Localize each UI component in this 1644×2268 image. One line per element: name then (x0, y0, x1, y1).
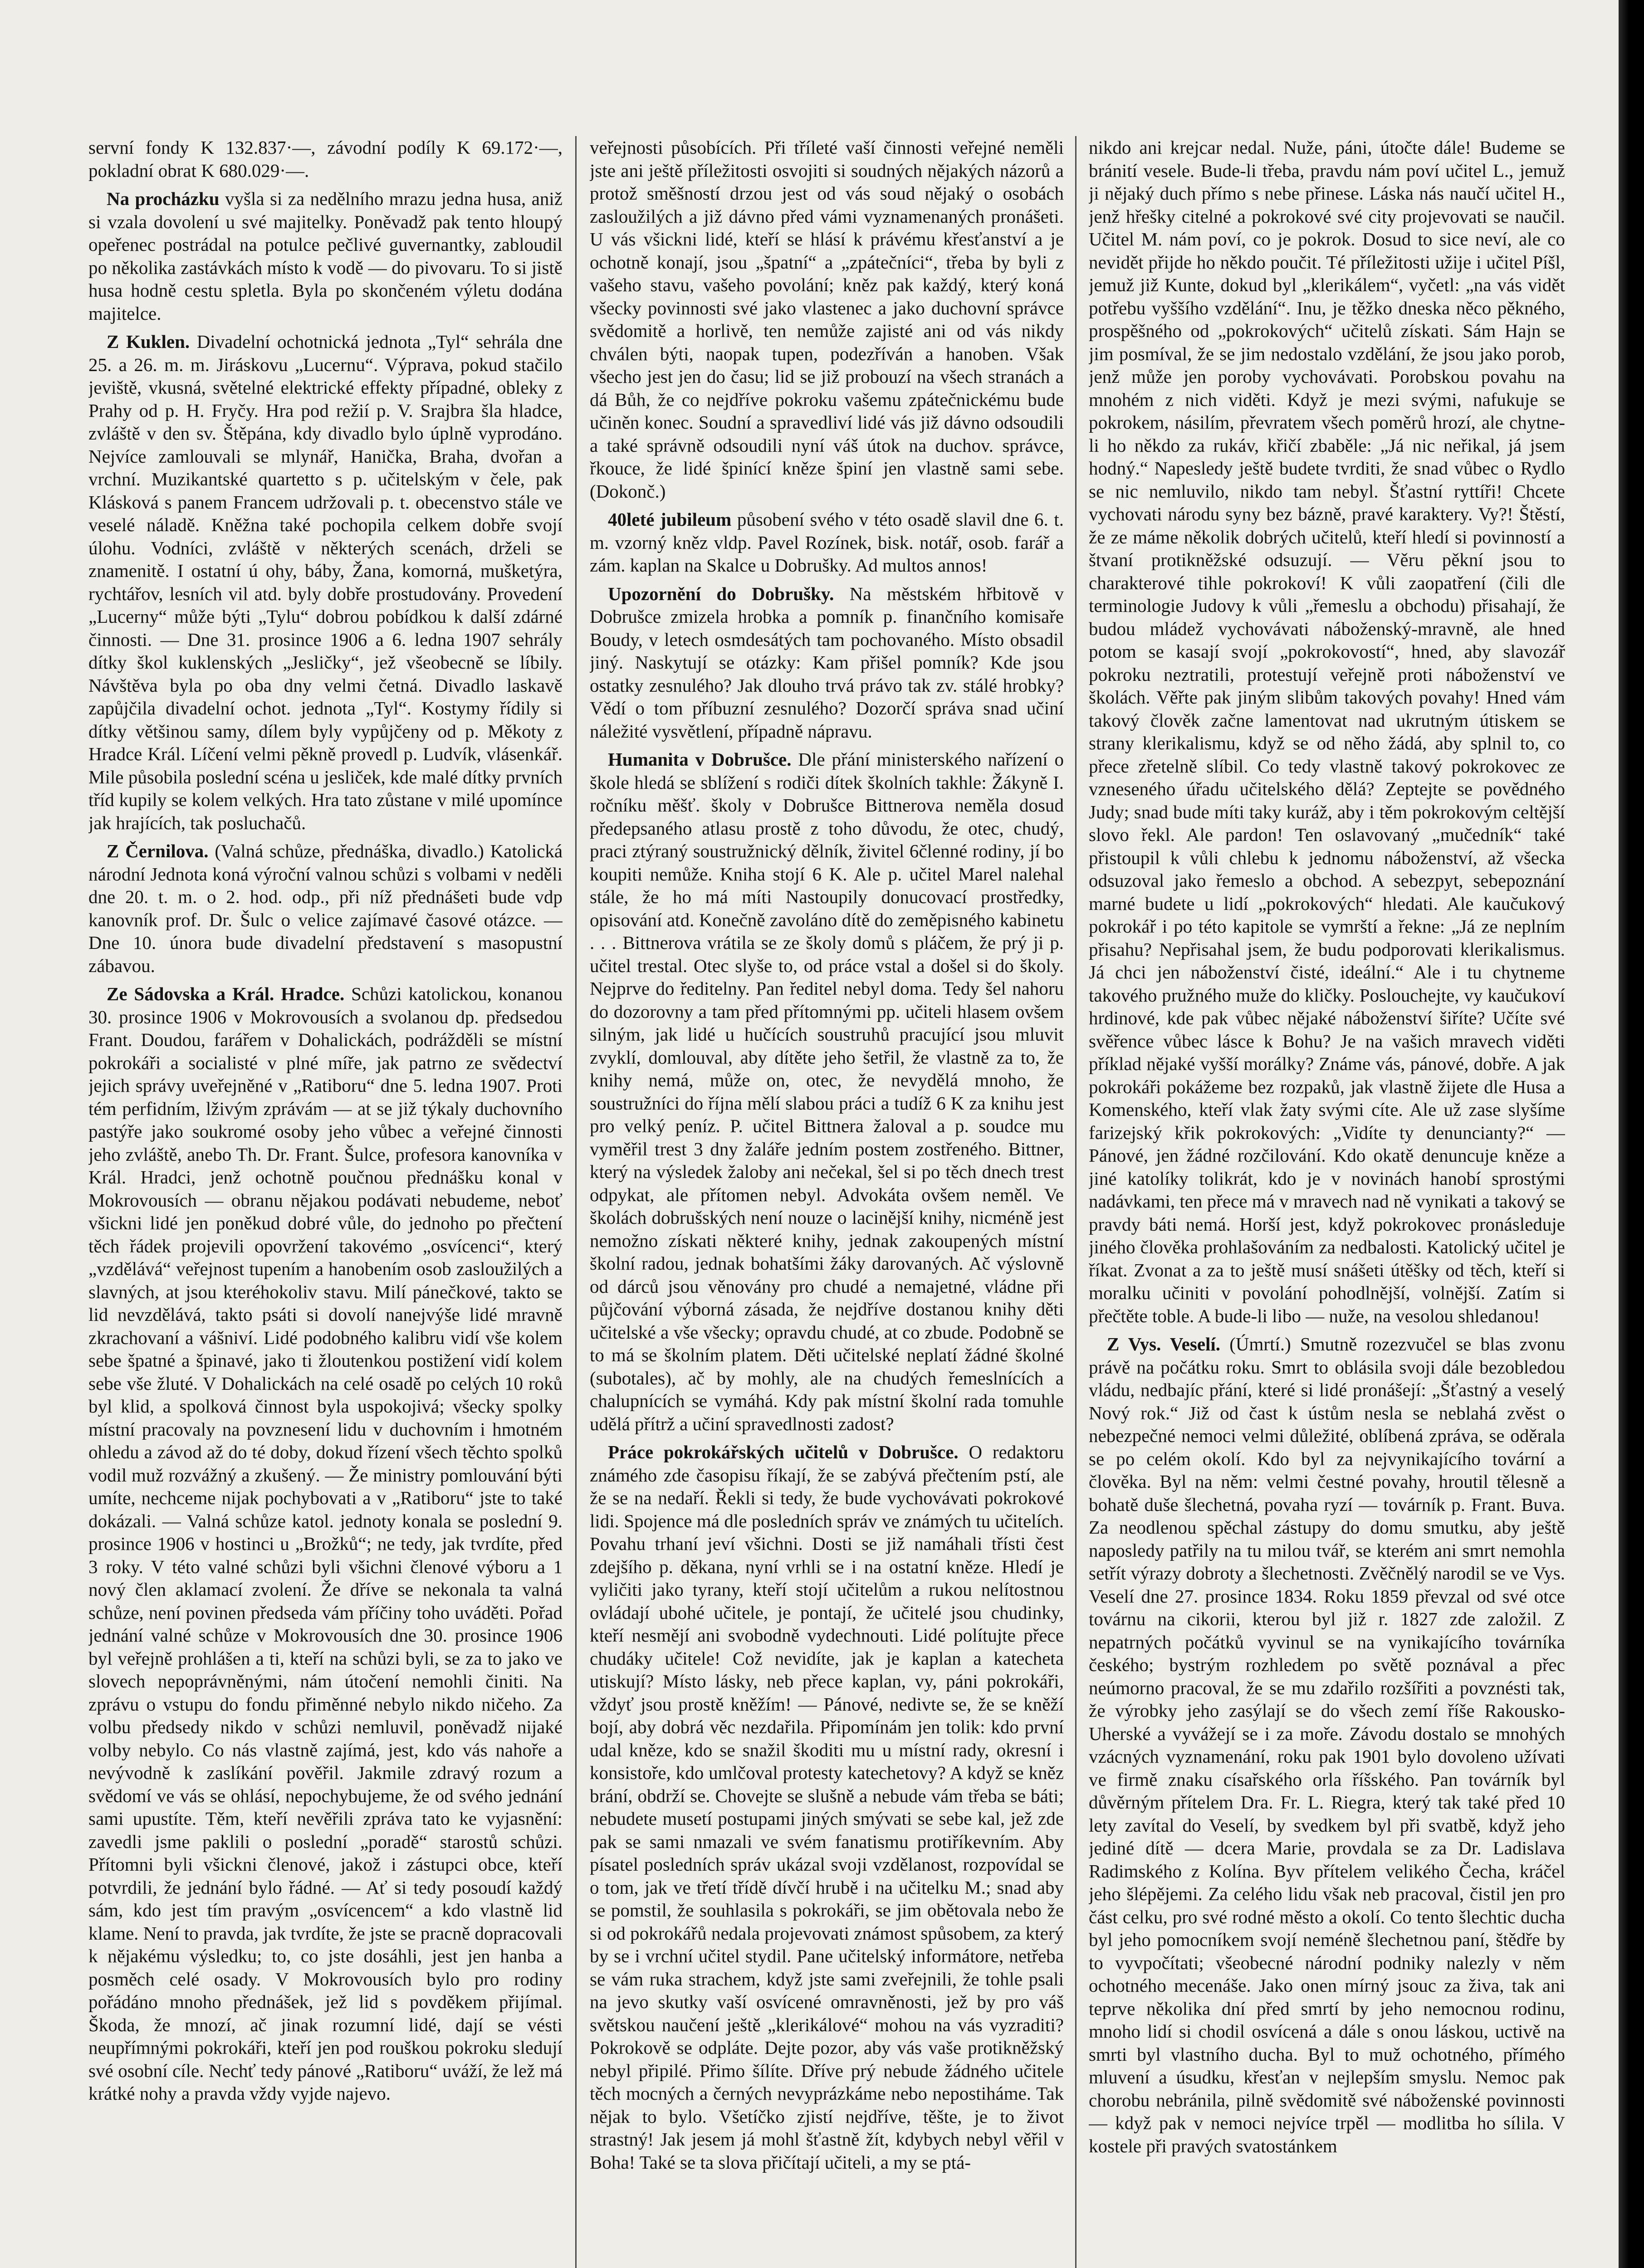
article-heading: 40leté jubileum (608, 509, 732, 530)
article-paragraph (590, 136, 1064, 503)
article-text: Dle přání ministerského nařízení o škole hledá se sblížení s rodiči dítek školních takhle: Žákyně I. ročníku měšť. školy v Dobrušce Bittnerova neměla dosud předepsaného atlasu prostě z toho důvodu, že otec, chudý, praci ztýraný soustružnický dělník, živitel 6členné rodiny, jí bo koupiti nemůže. Kniha stojí 6 K. Ale p. učitel Marel nalehal stále, že ho má míti Nastoupily donucovací prostředky, opisování atd. Konečně zavoláno dítě do zeměpisného kabinetu . . . Bittnerova vrátila se ze školy domů s pláčem, že prý ji p. učitel trestal. Otec slyše to, od práce vstal a došel si do školy. Nejprve do ředitelny. Pan ředitel nebyl doma. Tedy šel nahoru do dozorovny a tam před přítomnými pp. učiteli hlasem ovšem silným, jak lidé u hučících soustruhů pracující jsou mluvit zvyklí, domlouval, aby dítěte jeho šetřil, že vlastně za to, že knihy nemá, může on, otec, že nevydělá mnoho, že soustružníci do října mělí slabou práci a tudíž 6 K za knihu jest pro velký peníz. P. učitel Bittnera žaloval a p. soudce mu vyměřil trest 3 dny žaláře jedním postem zostřeného. Bittner, který na výsledek žaloby ani nečekal, šel si po těch dnech trest odpykat, ale přítomen nebyl. Advokáta ovšem neměl. Ve školách dobrušských není nouze o lacinější knihy, nicméně jest nemožno získati některé knihy, jednak zakoupených místní školní radou, jednak bohatšími žáky darovaných. Ač výslovně od dárců jsou věnovány pro chudé a nemajetné, vládne při půjčování výborná zásada, že nejdříve dostanou knihy děti učitelské a vše všecky; opravdu chudé, at co zbude. Podobně se to má se školním platem. Děti učitelské neplatí žádné školné (subotales), ač by mohly, ale na chudých řemeslnících a chalupnících se vymáhá. Kdy pak místní školní rada tomuhle udělá přítrž a učiní spravedlnosti zadost? (590, 749, 1064, 1434)
column-3 (1089, 136, 1565, 2268)
article-text: Schůzi katolickou, konanou 30. prosince 1906 v Mokrovousích a svolanou dp. předsedou Frant. Doudou, farářem v Dohalickách, podrážděli se místní pokrokáři a socialisté v plné míře, jak patrno ze svědectví jejich správy uveřejněné v „Ratiboru“ dne 5. ledna 1907. Proti tém perfidním, lživým zprávám — at se již týkaly duchovního pastýře jako soukromé osoby jeho vůbec a veřejné činnosti jeho zvláště, anebo Th. Dr. Frant. Šulce, profesora kanovníka v Král. Hradci, jenž ochotně poučnou přednášku konal v Mokrovousích — obranu nějakou podávati nebudeme, neboť všickni lidé jen poněkud dobré vůle, do jednoho po přečtení těch řádek projevili opovržení takovémo „osvícenci“, který „vzdělává“ veřejnost tupením a hanobením osob zasloužilých a slavných, at jsou kteréhokoliv stavu. Milí pánečkové, takto se lid nevzdělává, takto psáti si dovolí nanejvýše lidé mravně zkrachovaní a vášniví. Lidé podobného kalibru vidí vše kolem sebe špatné a špinavé, jako ti žloutenkou postižení vidí kolem sebe vše žluté. V Dohalickách na celé osadě po celých 10 roků byl klid, a spolková činnost byla uspokojivá; všecky spolky místní pracovaly na povznesení lidu v duchovním i hmotném ohledu a závod až do té doby, dokud řízení všech těchto spolků vodil muž rozvážný a zkušený. — Že ministry pomlouvání býti umíte, nechceme nijak pochybovati a v „Ratiboru“ jste to také dokázali. — Valná schůze katol. jednoty konala se poslední 9. prosince 1906 v hostinci u „Brožků“; ne tedy, jak tvrdíte, před 3 roky. V této valné schůzi byli všichni členové výboru a 1 nový člen aklamací zvolení. Že dříve se nekonala ta valná schůze, není povinen předseda vám příčiny toho uváděti. Pořad jednání valné schůze v Mokrovousích dne 30. prosince 1906 byl veřejně prohlášen a ti, kteří na schůzi byli, se za to jako ve slovech nepoprávněnými, nám útočení nemohli činiti. Na zprávu o vstupu do fondu přiměnné nebylo nikdo ničeho. Za volbu předsedy nikdo v schůzi nemluvil, poněvadž nijaké volby nebylo. Co nás vlastně zajímá, jest, kdo vás nahoře a nevývodně k zaslíkání pověřil. Jakmile zdravý rozum a svědomí ve vás se ohlásí, nepochybujeme, že od svého jednání sami upustíte. Těm, kteří nevěřili zpráva tato ke vyjasnění: zavedli jsme paklili o poslední „poradě“ starostů schůzi. Přítomni byli všickni členové, jakož i zástupci obce, kteří potvrdili, že jednání bylo řádné. — Ať si tedy posoudí každý sám, kdo jest tím pravým „osvícencem“ a kdo vlastně lid klame. Není to pravda, jak tvrdíte, že jste se pracně dopracovali k nějakému výsledku; to, co jste dosáhli, jest jen hanba a posměch celé osady. V Mokrovousích bylo pro rodiny pořádáno mnoho přednášek, jež lid s povděkem přijímal. Škoda, že mnozí, ač jinak rozumní lidé, dají se vésti neupřímnými pokrokáři, kteří jen pod rouškou pokroku sledují své osobní cíle. Nechť tedy pánové „Ratiboru“ uváží, že lež má krátké nohy a pravda vždy vyjde najevo. (88, 983, 563, 2104)
article-text: Divadelní ochotnická jednota „Tyl“ sehrála dne 25. a 26. m. m. Jiráskovu „Lucernu“. Výprava, pokud stačilo jeviště, vkusná, světelné elektrické effekty případné, obleky z Prahy od p. H. Fryčy. Hra pod režií p. V. Srajbra šla hladce, zvláště v den sv. Štěpána, kdy divadlo bylo úplně vyprodáno. Nejvíce zamlouvali se mlynář, Haničk​a, Braha, dvořan a vrchní. Muzikantské quartetto s p. učitelským v čele, pak Klásková s panem Francem udržovali p. t. obecenstvo stále ve veselé náladě. Kněžna také pochopila celkem dobře svojí úlohu. Vodníci, zvláště v některých scenách, drželi se znamenitě. I ostatní ú ohy, báby, Žana, komorná, mušketýra, rychtářov, lesních vil atd. byly dobře prostudovány. Provedení „Lucerny“ může býti „Tylu“ dobrou pobídkou k další zdárné činnosti. — Dne 31. prosince 1906 a 6. ledna 1907 sehrály dítky škol kuklenských „Jesličky“, jež všeobecně se líbily. Návštěva byla po oba dny velmi četná. Divadlo laskavě zapůjčila divadelní ochot. jednota „Tyl“. Kostymy řídily si dítky většinou samy, dílem byly vypůjčeny od p. Měkoty z Hradce Král. Líčení velmi pěkně provedl p. Ludvík, vlásenkář. Mile působila poslední scéna u jesliček, kde malé dítky prvníc​h tříd kupily se kolem velkých. Hra tato zůstane v milé upomínce jak hrajících, tak posluchačů. (88, 331, 563, 833)
article-text: (Úmrtí.) Smutně rozezvučel se blas zvonu právě na počátku roku. Smrt to oblásila svoji dále bezobledou vládu, nedbajíc přání, které si lidé pronášejí: „Šťastný a veselý Nový rok.“ Již od čast k ústům nesla se neblahá zvěst o nebezpečné nemoci velmi důležité, oblíbená zpráva, se oděrala se po celém okolí. Kdo byl za nejvynikajícího tovární a člověka. Byl na něm: velmi čestné povahy, hroutil tělesně a bohatě duše šlechetná, povaha ryzí — továrník p. Frant. Buva. Za neodlenou spěchal zástupy do domu smutku, aby ještě naposledy patřily na tu milou tvář, se kterém ani smrt nemohla setřít výrazy dobroty a šlechetnosti. Zvěčnělý narodil se ve Vys. Veselí dne 27. prosince 1834. Roku 1859 převzal od své otce továrnu na cikorii, kterou byl již r. 1827 zde založil. Z nepatrných počátků vyvinul se na vynikajícího továrníka českého; bystrým rozhledem po světě poznával a přec neúmorno pracoval, že se mu zdařilo rozšířiti a povznésti tak, že výrobky jeho zasýlají se do všech zemí říše Rakousko-Uherské a vyvážejí se i za moře. Závodu dostalo se mnohých vzácných vyznamenání, roku pak 1901 bylo dovoleno užívati ve firmě znaku císařského orla říšského. Pan továrník byl důvěrným přítelem Dra. Fr. L. Riegra, který tak také před 10 lety zavítal do Veselí, by svedkem byl při svatbě, když jeho jediné dítě — dcera Marie, provdala se za Dr. Ladislava Radimského z Kolína. Byv přítelem velikého Čecha, kráčel jeho šlépějemi. Za celého lidu však neb pracoval, čistil jen pro část celku, pro své rodné město a okolí. Co tento šlechtic ducha byl jeho pomocníkem svojí neméně šlechetnou paní, štědře by to vyvpočítati; všeobecné národní podniky nalezly v něm ochotného mecenáše. Jako onen mírný jsouc za živa, tak ani teprve několika dní před smrtí by jeho nemocnou rodinu, mnoho lidí si chodil osvícená a dále s onou láskou, uctivě na smrti byl vlastního ducha. Byl to muž ochotného, přímého mluvení a úsudku, křesťan v nejlepším smyslu. Nemoc pak chorobu nebránila, pilně svědomitě své náboženské povinnosti — když pak v nemoci nejvíce trpěl — modlitba ho sílila. V kostele při pravých svatostánkem (1089, 1334, 1565, 2156)
article-paragraph (1089, 1333, 1565, 2157)
article-paragraph (590, 748, 1064, 1435)
article-heading: Práce pokrokářských učitelů v Dobrušce. (608, 1442, 959, 1462)
article-text: (Valná schůze, přednáška, divadlo.) Katolická národní Jednota koná výroční valnou schůzi s volbami v neděli dne 20. t. m. o 2. hod. odp., při níž přednášeti bude vdp kanovník prof. Dr. Šulc o velice zajímavé časové otázce. — Dne 10. února bude divadelní představení s masopustní zábavou. (88, 841, 563, 976)
article-heading: Humanita v Dobrušce. (608, 749, 792, 770)
article-paragraph (590, 1441, 1064, 2174)
article-text: O redaktoru známého zde časopisu říkají, že se zabývá přečtením pstí, ale že se na nedaří. Řekli si tedy, že bude vychovávati pokrokové lidi. Spojence má dle posledních správ ve známých tu učitelích. Povahu trhaní jeví všichni. Dosti se již namáhali třísti čest zdejšího p. děkana, nyní vrhli se i na ostatní kněze. Hledí je vyličiti jako tyrany, kteří stojí učitelům a rukou nelítostnou ovládají ubohé učitele, je pontají, že učitelé jsou chudinky, kteří nesmějí ani svobodně vydechnouti. Lidé polítujte přece chudáky učitele! Což nevidíte, jak je kaplan a katecheta utiskují? Místo lásky, neb přece kaplan, vy, páni pokrokáři, vždyť jsou prostě kněžím! — Pánové, nedivte se, že se kněží bojí, aby dobrá věc nezdařila. Připomínám jen tolik: kdo první udal kněze, kdo se snažil škoditi mu u místní rady, okresní i konsistoře, kdo umlčoval protesty katechetovy? A když se kněz brání, obdrží se. Chovejte se slušně a nebude vám třeba se báti; nebudete musetí postupami jiných smývati se sebe kal, jež zde pak se sami nmazali ve svém fanatismu protiříkevním. Aby písatel posledních správ ukázal svoji vzdělanost, rozpovídal se o tom, jak ve třetí třídě dívčí hrubě i na učitelku M.; snad aby se pomstil, že souhlasila s pokrokáři, se jim obětovala nebo že si od pokrokářů nedala projevovati známost spůsobem, za který by se i vrchní učitel stydil. Pane učitelský informátore, netřeba se vám ruka strachem, když jste sami zveřejnili, že tohle psali na jevo skutky vaší osvícené omravněnosti, jež by pro váš světskou naučení ještě „klerikálové“ mohou na vás vyzraditi? Pokrokově se odpláte. Dejte pozor, aby vás vaše protikněžský nebyl připilé. Přimo šílíte. Dříve prý nebude žádného učitele těch mocných a černých nevyprázkáme nebo nepostiháme. Tak nějak to bylo. Všetíčko zjistí nejdříve, těšte, je to život strastný! Jak jesem já mohl šťastně žít, kdybych nebyl věřil v Boha! Také se ta slova přičítají učiteli, a my se ptá- (590, 1442, 1064, 2173)
article-heading: Ze Sádovska a Král. Hradce. (107, 983, 345, 1004)
column-divider (575, 136, 577, 2268)
scan-edge (1619, 0, 1644, 2268)
article-paragraph (590, 508, 1064, 577)
column-1 (88, 136, 563, 2268)
article-paragraph (590, 582, 1064, 743)
article-text: veřejnosti působících. Při tříleté vaší činnosti veřejné neměli jste ani ještě příležitosti osvojiti si soudných nějakých názorů a protož směšností drzou jest od vás soud nějaký o osobách zasloužilých a již dávno před vámi vyznamenaných pronášeti. U vás všickni lidé, kteří se hlásí k právému křesťanství a je ochotně konají, jsou „špatní“ a „zpátečníci“, třeba by byli z vašeho stavu, vašeho povolání; kněz pak každý, který koná všecky povinnosti své jako vlastenec a jako duchovní správce svědomitě a horlivě, ten nemůže zajisté ani od vás nikdy chválen býti, naopak tupen, podezříván a hanoben. Však všecho jest jen do času; lid se již probouzí na všech stranách a dá Bůh, že co nejdříve pokroku vašemu zpátečnickému bude učiněn konec. Soudní a spravedliví lidé vás již dávno odsoudili a také správně odsoudili nyní váš útok na duchov. správce, řkouce, že lidé špinící kněze špiní jen vlastně sami sebe. (Dokonč.) (590, 137, 1064, 502)
article-heading: Z Vys. Veselí. (1107, 1334, 1221, 1354)
article-text: působení svého v této osadě slavil dne 6. t. m. vzorný kněz vldp. Pavel Rozínek, bisk. notář, osob. farář a zám. kaplan na Skalce u Dobrušky. Ad multos annos! (590, 509, 1064, 576)
column-2 (590, 136, 1064, 2268)
article-paragraph (88, 982, 563, 2105)
article-paragraph (88, 136, 563, 182)
column-divider (1075, 136, 1076, 2268)
article-text: Na městském hřbitově v Dobrušce zmizela hrobka a pomník p. finančního komisaře Boudy, v letech osmdesátých tam pochovaného. Místo obsadil jiný. Naskytují se otázky: Kam přišel pomník? Kde jsou ostatky zesnulého? Jak dlouho trvá právo tak zv. stálé hrobky? Vědí o tom příbuzní zesnulého? Dozorčí správa snad učiní náležité vysvětlení, případně nápravu. (590, 583, 1064, 742)
article-paragraph (88, 840, 563, 977)
article-paragraph (88, 187, 563, 325)
article-text: nikdo ani krejcar nedal. Nuže, páni, útočte dále! Budeme se bránití vesele. Bude-li třeba, pravdu nám poví učitel L., jemuž ji nějaký duch přímo s nebe přinese. Láska nás naučí učitel H., jenž hřešky citelné a pokrokové své city projevovati se naučil. Učitel M. nám poví, co je pokrok. Dosud to sice neví, ale co nevidět přijde ho někdo poučit. Té příležitosti užije i učitel Píšl, jemuž již Kunte, dokud byl „klerikálem“, vyčetl: „na vás vidět potřebu vyššího vzdělání“. Inu, je těžko dneska něco pěkného, prospěšného od „pokrokových“ učitelů získati. Sám Hajn se jim posmíval, že se jim nedostalo vzdělání, že jsou jako porob, jenž může jen poroby vychovávati. Porobskou povahu na mnohém z nich viděti. Když je mezi svými, nafukuje se pokrokem, násilím, převratem všech poměrů hrozí, ale chytne-li ho někdo za rukáv, křičí zbaběle: „Já nic neřikal, já jsem hodný.“ Napesledy ještě budete tvrditi, že snad vůbec o Rydlo se nic nemluvilo, nikdo tam nebyl. Šťastní ryttíři! Chcete vychovati národu syny bez bázně, pravé karaktery. Vy?! Štěstí, že ze máme několik dobrých učitelů, kteří hledí si povinností a štvaní protikněžské odsuzují. — Věru pěkní jsou to charakterové tihle pokrokoví! K vůli zaopatření (čili dle terminologie Judovy k vůli „řemeslu a obchodu) přisahají, že budou mládež vychovávati náboženský-mravně, ale hned potom se kasají svojí „pokrokovostí“, hned, aby slavozář pokroku neztratili, protestují veřejně proti náboženství ve školách. Věřte pak jiným slibům takových povahy! Hned vám takový člověk začne lamentovat nad ukrutným útiskem se strany klerikalismu, když se od něho žádá, aby splnil to, co přece zřetelně slíbil. Co tedy vlastně takový pokrokovec ze vzneseného úřadu učitelského dělá? Zeptejte se povědného Judy; snad bude míti taky kuráž, aby i těm pokrokovým celtější slovo řekl. Ale pardon! Ten oslavovaný „mučedník“ také přistoupil k vůli chlebu k jednomu náboženství, až všecka odsuzoval jako řemeslo a obchod. A sebezpyt, sebepoznání marné budete u lidí „pokrokových“ hledati. Ale kaučukový pokrokář i po této kapitole se vymrští a řekne: „Já ze neplním přisahu? Nepřisahal jsem, že budu podporovati klerikalismus. Já chci jen náboženství čisté, ideální.“ Ale i tu chytneme takového pružného muže do kličky. Poslouchejte, vy kaučukoví hrdinové, kde pak vůbec nějaké náboženství šiříte? Učíte své svěřence vůbec lásce k Bohu? Je na vašich mravech viděti příklad nějaké vyšší morálky? Známe vás, pánové, dobře. A jak pokrokáři pokážeme bez rozpaků, jak vlastně žijete dle Husa a Komenského, kteří vlak žaty svými cíte. Ale už zase slyšíme farizejský křik pokrokových: „Vidíte ty denuncianty?“ — Pánové, jen žádné rozčilování. Kdo okatě denuncuje kněze a jiné katolíky tolikrát, kdo je v novinách hanobí sprostými nadávkami, ten přece má v mravech nad ně vynikati a takový se pravdy báti nemá. Horší jest, když pokrokovec pronásleduje jiného člověka prohlašováním za nedbalosti. Katolický učitel je říkat. Zvonat a za to ještě musí snášeti útěšky od těch, kteří si moralku učiniti v povolání pohodlnější, volnější. Zatím si přečtěte toble. A bude-li libo — nuže, na vesolou shledanou! (1089, 137, 1565, 1326)
article-heading: Z Černilova. (107, 841, 209, 861)
article-heading: Upozornění do Dobrušky. (608, 583, 834, 604)
article-paragraph (88, 330, 563, 834)
article-text: servní fondy K 132.837·—, závodní podíly K 69.172·—, pokladní obrat K 680.029·—. (88, 137, 563, 181)
article-heading: Na procházku (107, 188, 220, 209)
article-heading: Z Kuklen. (107, 331, 190, 352)
article-paragraph (1089, 136, 1565, 1327)
article-text: vyšla si za nedělního mrazu jedna husa, aniž si vzala dovolení u své majitelky. Poněvadž pak tento hloupý opeřenec postrádal na potulce pečlivé guvernantky, zabloudil po několika zastávkách místo k vodě — do pivovaru. To si jistě husa hodně cestu spletla. Byla po skončeném výletu dodána majitelce. (88, 188, 563, 324)
